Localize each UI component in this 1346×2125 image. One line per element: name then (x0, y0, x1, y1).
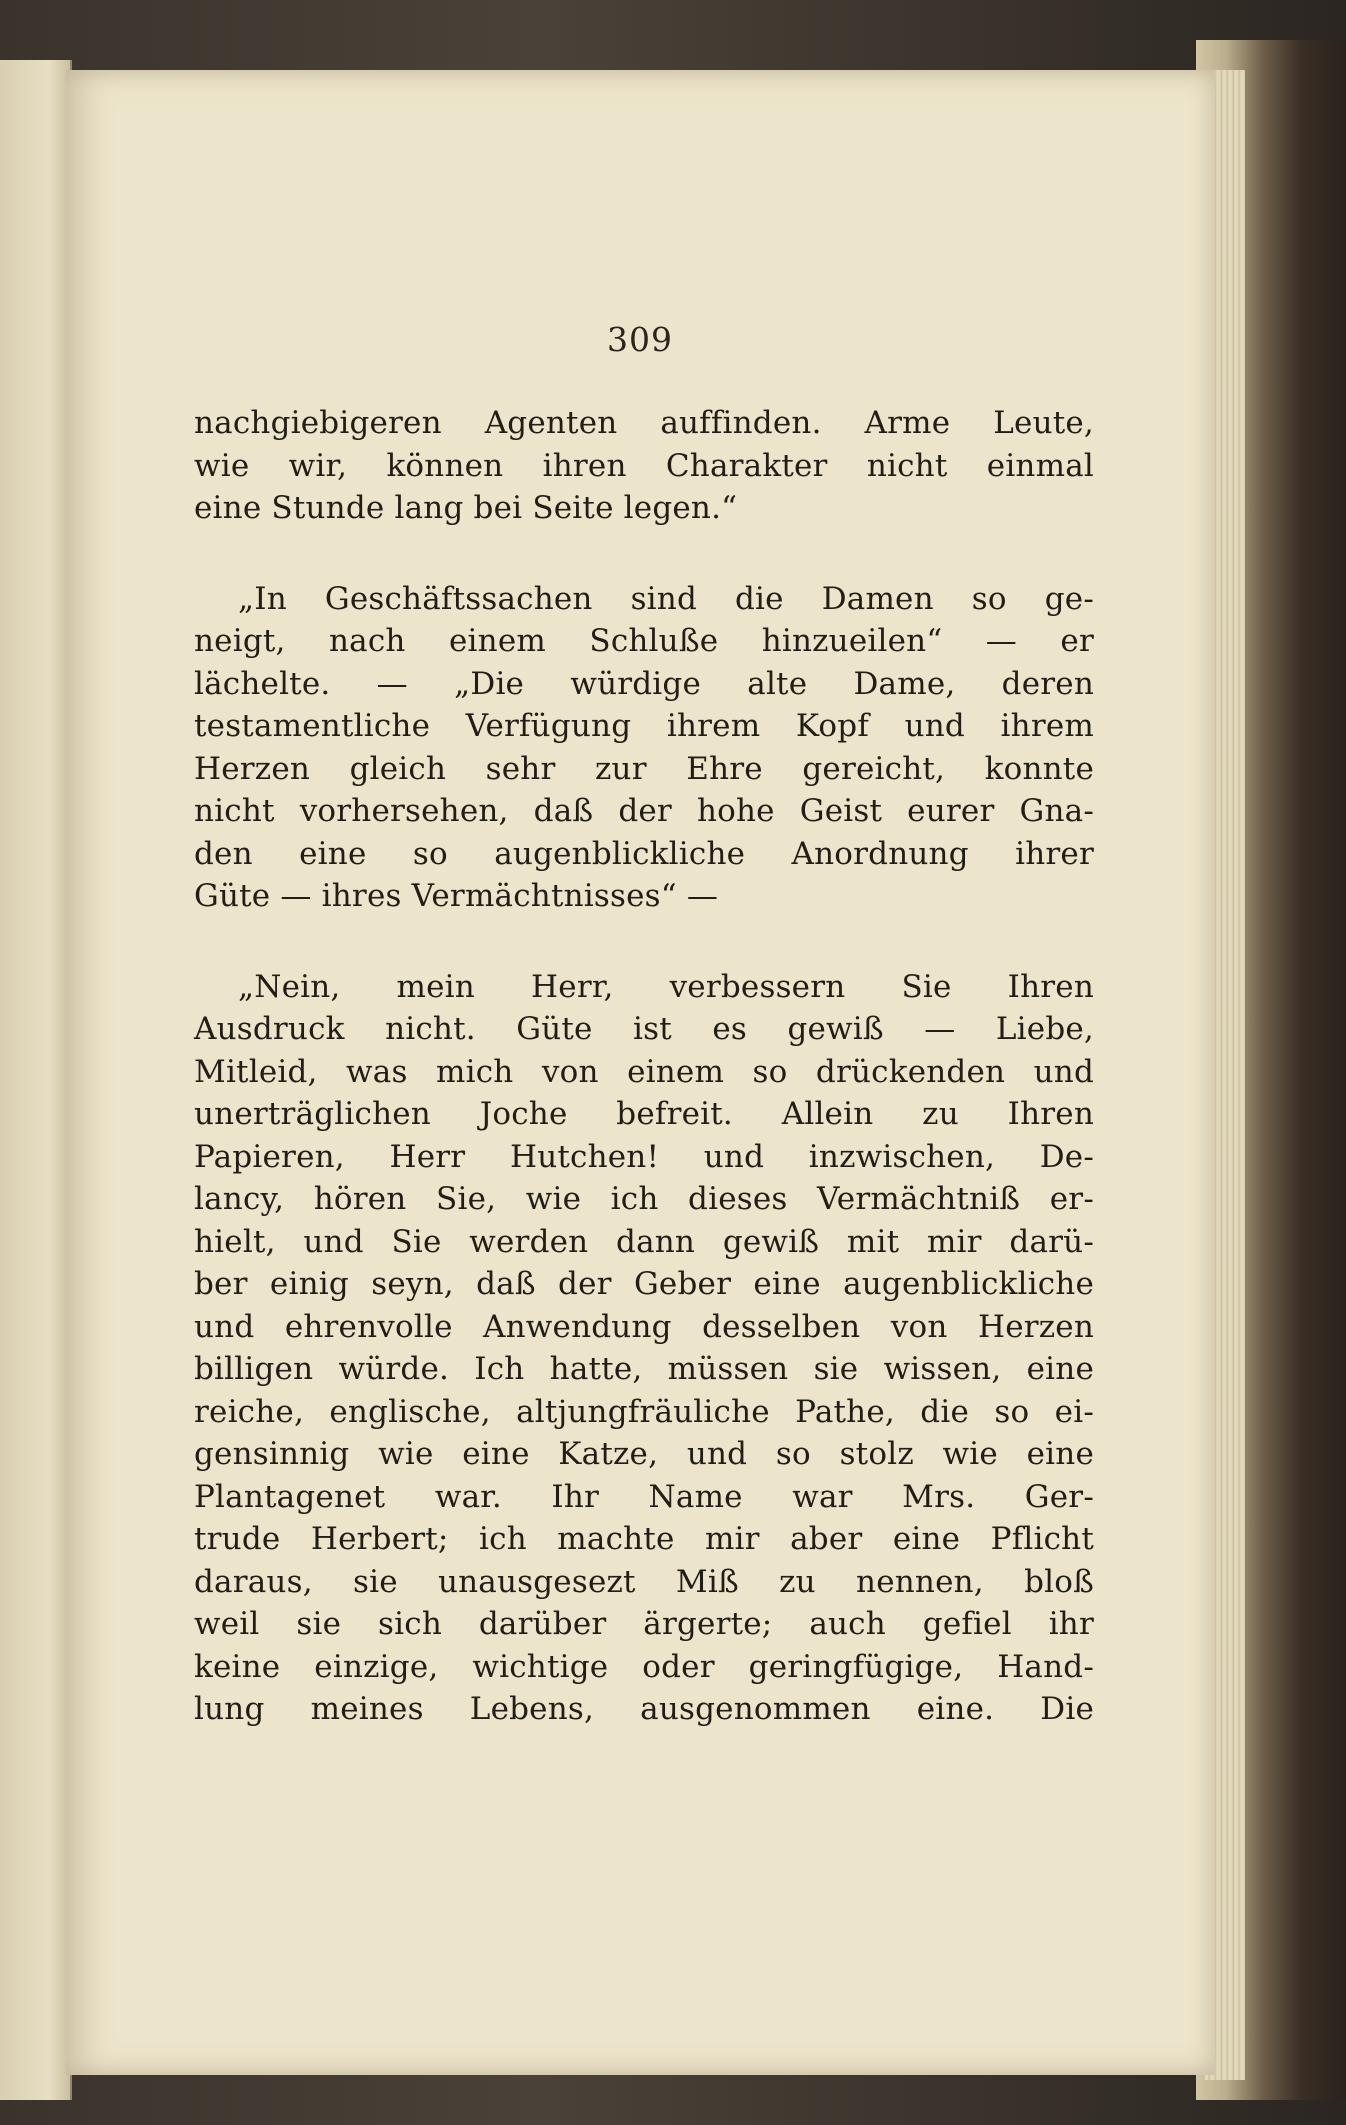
text-line: ber einig seyn, daß der Geber eine augenblickliche (194, 1266, 1094, 1302)
left-page-edge (0, 60, 72, 2100)
text-line: reiche, englische, altjungfräuliche Pathe, die so ei- (194, 1393, 1094, 1430)
text-line: gensinnig wie eine Katze, und so stolz wie eine (194, 1436, 1094, 1472)
text-line: neigt, nach einem Schluße hinzueilen“ — er (194, 623, 1094, 659)
book-page (66, 70, 1214, 2075)
text-line: unerträglichen Joche befreit. Allein zu Ihren (194, 1096, 1094, 1132)
text-line: eine Stunde lang bei Seite legen.“ (194, 490, 738, 526)
text-line: lächelte. — „Die würdige alte Dame, deren (194, 665, 1094, 702)
paragraph-1 (194, 402, 1094, 530)
text-line: testamentliche Verfügung ihrem Kopf und ihrem (194, 708, 1094, 744)
text-line: Papieren, Herr Hutchen! und inzwischen, De- (194, 1138, 1094, 1175)
text-line: hielt, und Sie werden dann gewiß mit mir darü- (194, 1223, 1094, 1260)
text-line: lancy, hören Sie, wie ich dieses Vermächtniß er- (194, 1181, 1094, 1217)
text-line: trude Herbert; ich machte mir aber eine Pflicht (194, 1521, 1094, 1557)
paragraph-3 (194, 966, 1094, 1731)
text-line: weil sie sich darüber ärgerte; auch gefiel ihr (194, 1606, 1094, 1642)
text-line: Herzen gleich sehr zur Ehre gereicht, konnte (194, 750, 1094, 787)
text-line: lung meines Lebens, ausgenommen eine. Die (194, 1691, 1094, 1727)
text-line: „Nein, mein Herr, verbessern Sie Ihren (238, 968, 1094, 1005)
text-line: daraus, sie unausgesezt Miß zu nennen, bloß (194, 1563, 1094, 1600)
page-number: 309 (607, 320, 673, 359)
text-line: Plantagenet war. Ihr Name war Mrs. Ger- (194, 1478, 1094, 1515)
text-line: Güte — ihres Vermächtnisses“ — (194, 878, 719, 914)
text-line: nicht vorhersehen, daß der hohe Geist eurer Gna- (194, 793, 1094, 829)
text-line: Mitleid, was mich von einem so drückenden und (194, 1053, 1094, 1090)
text-line: billigen würde. Ich hatte, müssen sie wissen, eine (194, 1351, 1094, 1387)
text-line: den eine so augenblickliche Anordnung ihrer (194, 835, 1094, 872)
text-line: und ehrenvolle Anwendung desselben von Herzen (194, 1308, 1094, 1345)
text-line: nachgiebigeren Agenten auffinden. Arme Leute, (194, 405, 1094, 441)
text-line: „In Geschäftssachen sind die Damen so ge- (238, 580, 1094, 617)
paragraph-2 (194, 578, 1094, 918)
text-line: Ausdruck nicht. Güte ist es gewiß — Liebe, (194, 1011, 1094, 1047)
text-line: keine einzige, wichtige oder geringfügige, Hand- (194, 1648, 1094, 1685)
text-line: wie wir, können ihren Charakter nicht einmal (194, 447, 1094, 484)
text-block (194, 402, 1094, 1779)
